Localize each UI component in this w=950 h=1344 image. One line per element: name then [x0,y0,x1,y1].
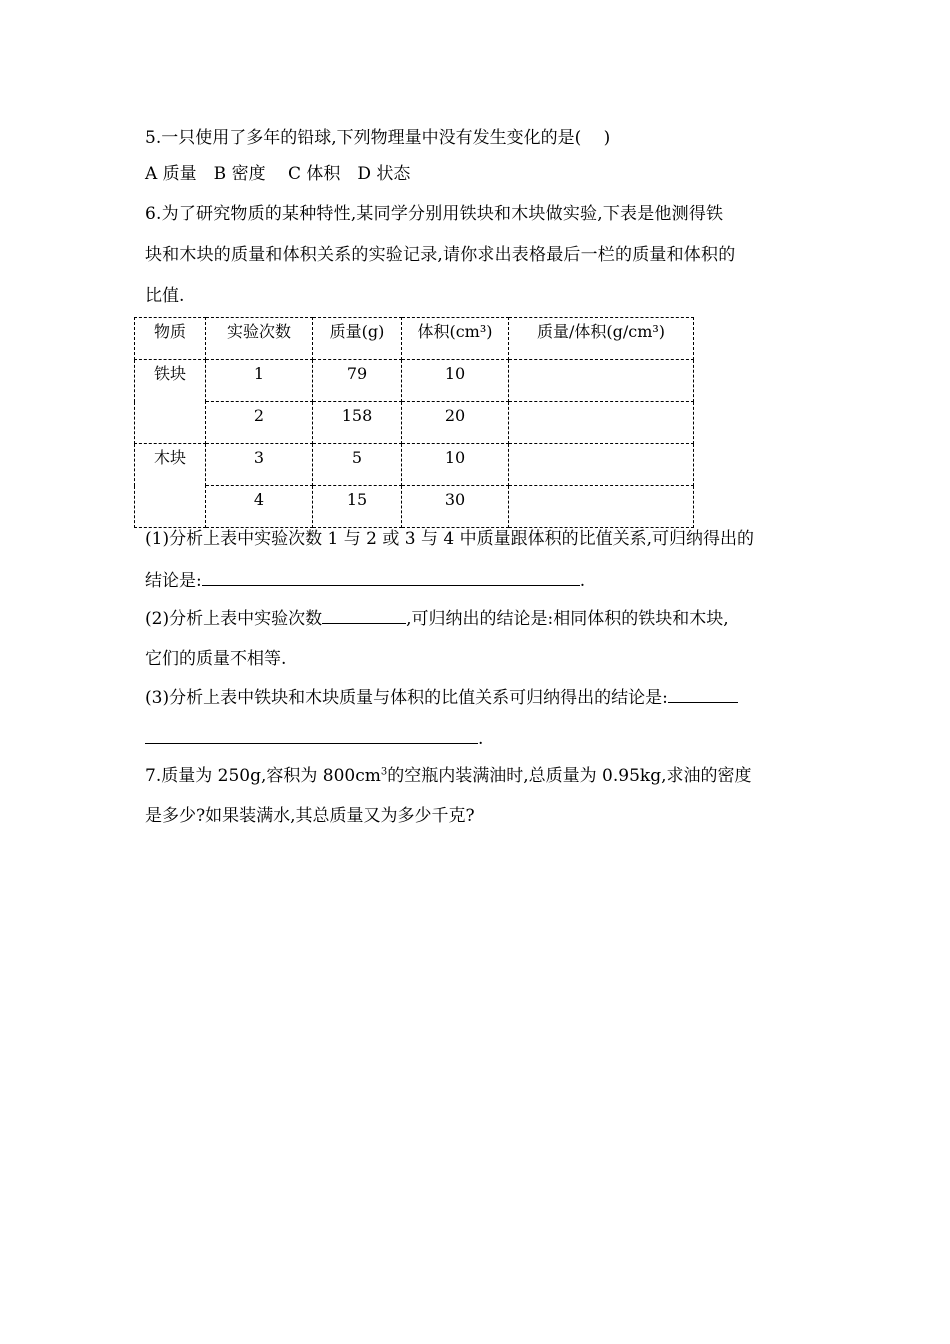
material-iron: 铁块 [135,360,206,444]
q6-sub1-suffix: . [579,571,586,591]
answer-blank-1[interactable] [202,569,580,586]
q6-sub3-suffix: . [478,729,484,749]
material-wood: 木块 [135,444,206,528]
table-header-row [135,318,694,360]
header-trial: 实验次数 [206,318,313,360]
ratio-cell[interactable] [509,402,694,444]
q6-sub3-line-1 [145,686,738,709]
mass-cell: 79 [313,360,402,402]
q7-line-2: 是多少?如果装满水,其总质量又为多少千克? [145,806,475,826]
mass-cell: 5 [313,444,402,486]
q6-sub1-prefix: 结论是: [145,571,202,591]
q7-text-a: 7.质量为 250g,容积为 800cm [145,766,381,786]
q6-stem-line-1: 6.为了研究物质的某种特性,某同学分别用铁块和木块做实验,下表是他测得铁 [145,204,724,224]
trial-cell: 2 [206,402,313,444]
trial-cell: 4 [206,486,313,528]
ratio-cell[interactable] [509,360,694,402]
q6-sub2-suffix: ,可归纳出的结论是:相同体积的铁块和木块, [406,609,729,629]
q6-sub1-line-2 [145,569,585,592]
q7-text-b: 的空瓶内装满油时,总质量为 0.95kg,求油的密度 [387,766,752,786]
mass-cell: 15 [313,486,402,528]
q6-sub3-line-2 [145,727,483,750]
q5-stem: 5.一只使用了多年的铅球,下列物理量中没有发生变化的是( ) [145,128,611,148]
q7-line-1 [145,765,751,787]
volume-cell: 30 [402,486,509,528]
experiment-table [134,317,694,528]
q5-options: A 质量 B 密度 C 体积 D 状态 [145,164,411,184]
mass-cell: 158 [313,402,402,444]
trial-cell: 1 [206,360,313,402]
header-volume: 体积(cm³) [402,318,509,360]
q6-stem-line-3: 比值. [145,286,185,306]
answer-blank-2[interactable] [322,607,406,624]
answer-blank-3a[interactable] [668,686,738,703]
volume-cell: 10 [402,360,509,402]
q6-sub2-line-1 [145,607,729,630]
ratio-cell[interactable] [509,444,694,486]
header-mass: 质量(g) [313,318,402,360]
q6-sub1-line-1: (1)分析上表中实验次数 1 与 2 或 3 与 4 中质量跟体积的比值关系,可归纳得出的 [145,529,754,549]
ratio-cell[interactable] [509,486,694,528]
answer-blank-3b[interactable] [145,727,478,744]
q6-sub2-prefix: (2)分析上表中实验次数 [145,609,323,629]
header-material: 物质 [135,318,206,360]
q6-sub2-line-2: 它们的质量不相等. [145,649,287,669]
table-row [135,360,694,402]
q6-sub3-text: (3)分析上表中铁块和木块质量与体积的比值关系可归纳得出的结论是: [145,688,668,708]
table-row [135,486,694,528]
volume-cell: 20 [402,402,509,444]
q6-stem-line-2: 块和木块的质量和体积关系的实验记录,请你求出表格最后一栏的质量和体积的 [145,245,736,265]
q7-superscript: 3 [380,766,388,778]
volume-cell: 10 [402,444,509,486]
header-ratio: 质量/体积(g/cm³) [509,318,694,360]
trial-cell: 3 [206,444,313,486]
table-row [135,444,694,486]
table-row [135,402,694,444]
